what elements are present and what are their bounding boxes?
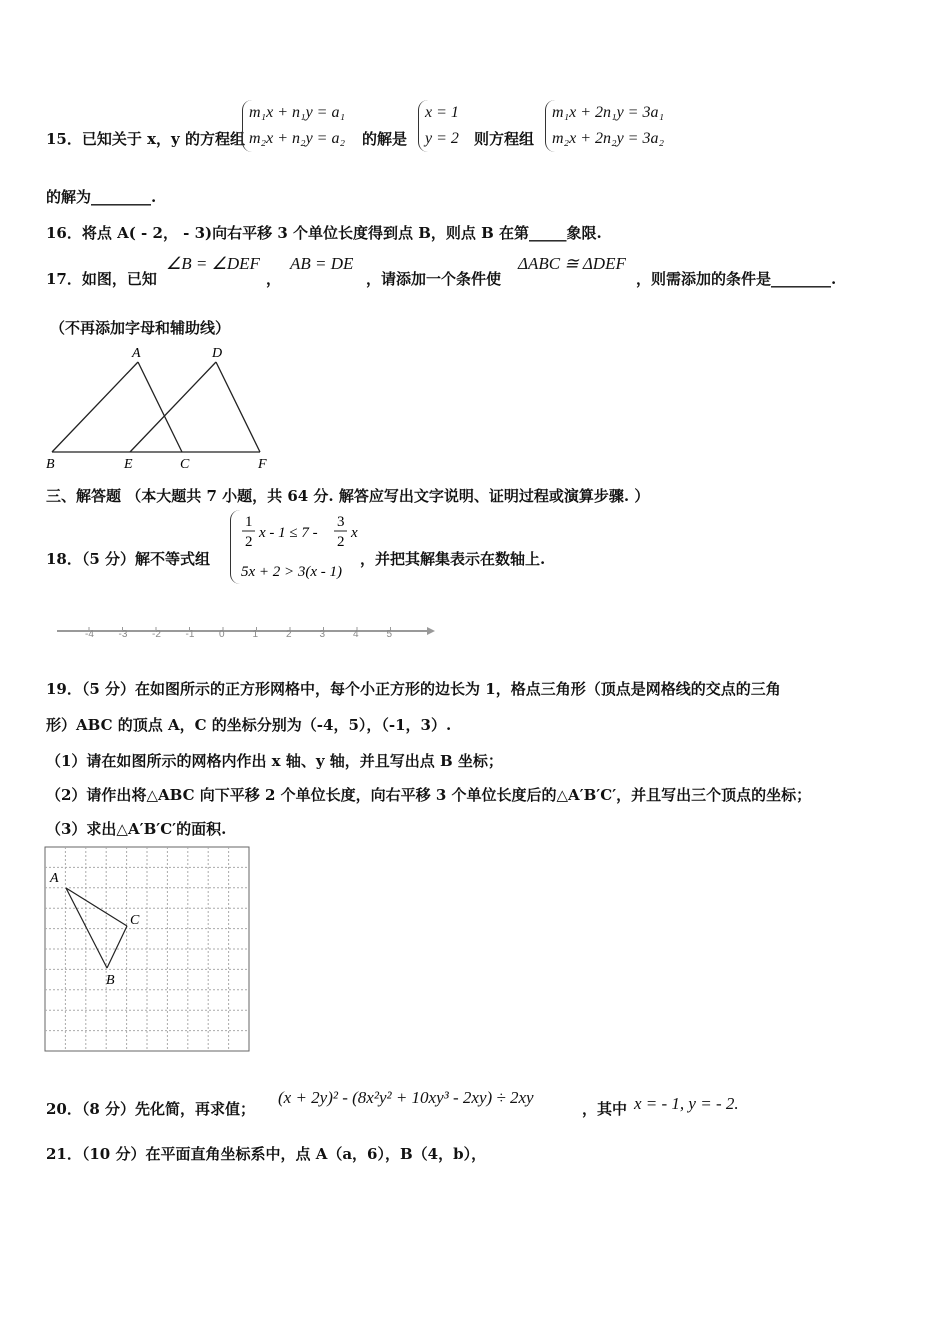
q15-system-1 <box>242 100 345 152</box>
q19-part1: （1）请在如图所示的网格内作出 x 轴、y 轴，并且写出点 B 坐标； <box>46 752 503 770</box>
equation: m₂x + n₂y = a₂ <box>249 130 346 147</box>
equation: x = 1 <box>425 104 459 121</box>
equation: m₁x + 2n₁y = 3a₁ <box>552 104 665 121</box>
q19-line2: 形）ABC 的顶点 A，C 的坐标分别为（-4，5），（-1，3）. <box>46 716 452 734</box>
q19-part2: （2）请作出将△ABC 向下平移 2 个单位长度，向右平移 3 个单位长度后的△A′B′C′，并且写出三个顶点的坐标； <box>46 786 812 804</box>
q17-cond2: AB = DE <box>290 254 354 273</box>
frac-den: 2 <box>245 534 253 550</box>
label-B: B <box>46 457 55 472</box>
equation: y = 2 <box>425 130 459 147</box>
label-E: E <box>124 457 133 472</box>
q16-text: 16．将点 A( - 2， - 3)向右平移 3 个单位长度得到点 B，则点 B 在第_____象限. <box>46 224 602 242</box>
tick-label: -2 <box>152 629 161 640</box>
ineq1-x: x <box>351 525 358 541</box>
q20-mid: ，其中 <box>582 1100 628 1118</box>
q19-part3: （3）求出△A′B′C′的面积. <box>46 820 227 838</box>
q15-prefix: 15．已知关于 x，y 的方程组 <box>46 130 245 148</box>
tick-label: 0 <box>219 629 225 640</box>
tick-label: 1 <box>252 629 259 640</box>
q18-number-line <box>55 620 435 644</box>
tick-label: 5 <box>386 629 393 640</box>
tick-label: 2 <box>286 629 292 640</box>
q18-suffix: ，并把其解集表示在数轴上. <box>360 550 546 568</box>
ineq2: 5x + 2 > 3(x - 1) <box>241 564 343 580</box>
tick-label: 3 <box>319 629 326 640</box>
q15-mid: 的解是 <box>362 130 408 148</box>
tick-label: -3 <box>118 629 128 640</box>
q15-mid2: 则方程组 <box>474 130 535 148</box>
equation: m₂x + 2n₂y = 3a₂ <box>552 130 665 147</box>
tick-label: 4 <box>353 629 359 640</box>
q18-system <box>230 510 367 584</box>
q17-cond1: ∠B = ∠DEF <box>166 254 260 273</box>
frac-den: 2 <box>337 534 345 550</box>
label-C: C <box>180 457 190 472</box>
q15-system-2 <box>545 100 664 152</box>
q19-grid-figure <box>44 846 252 1054</box>
section3-heading: 三、解答题 （本大题共 7 小题，共 64 分. 解答应写出文字说明、证明过程或演算步骤. ） <box>46 487 650 505</box>
q17-comma: ， <box>266 270 282 288</box>
label-D: D <box>212 346 223 361</box>
q17-triangle-figure <box>40 340 280 475</box>
q20-expression: (x + 2y)² - (8x²y² + 10xy³ - 2xy) ÷ 2xy <box>278 1088 534 1107</box>
q18-prefix: 18．（5 分）解不等式组 <box>46 550 211 568</box>
q20-prefix: 20．（8 分）先化简，再求值； <box>46 1100 256 1118</box>
q15-solution <box>418 100 459 152</box>
label-A: A <box>50 871 59 886</box>
ineq1-body: x - 1 ≤ 7 - <box>259 525 318 541</box>
number-line-ticks <box>85 627 393 640</box>
q19-line1: 19．（5 分）在如图所示的正方形网格中，每个小正方形的边长为 1，格点三角形（顶点是网格线的交点的三角 <box>46 680 781 698</box>
q21-text: 21．（10 分）在平面直角坐标系中，点 A（a，6），B（4，b）， <box>46 1145 487 1163</box>
label-C: C <box>130 913 140 928</box>
equation: m₁x + n₁y = a₁ <box>249 104 346 121</box>
label-F: F <box>258 457 267 472</box>
frac-num: 3 <box>337 514 345 530</box>
q18-inequalities <box>237 510 367 584</box>
q15-suffix: 的解为________. <box>46 188 157 206</box>
q17-mid: ，请添加一个条件使 <box>366 270 502 288</box>
tick-label: -4 <box>85 629 94 640</box>
label-B: B <box>106 973 115 988</box>
q17-suffix: ，则需添加的条件是________. <box>636 270 837 288</box>
label-A: A <box>132 346 141 361</box>
grid-lines <box>45 847 249 1051</box>
q20-condition: x = - 1, y = - 2. <box>634 1094 739 1113</box>
q17-prefix: 17．如图，已知 <box>46 270 157 288</box>
tick-label: -1 <box>185 629 195 640</box>
frac-num: 1 <box>245 514 253 530</box>
q17-note: （不再添加字母和辅助线） <box>50 319 231 337</box>
q17-goal: ΔABC ≅ ΔDEF <box>518 254 626 273</box>
